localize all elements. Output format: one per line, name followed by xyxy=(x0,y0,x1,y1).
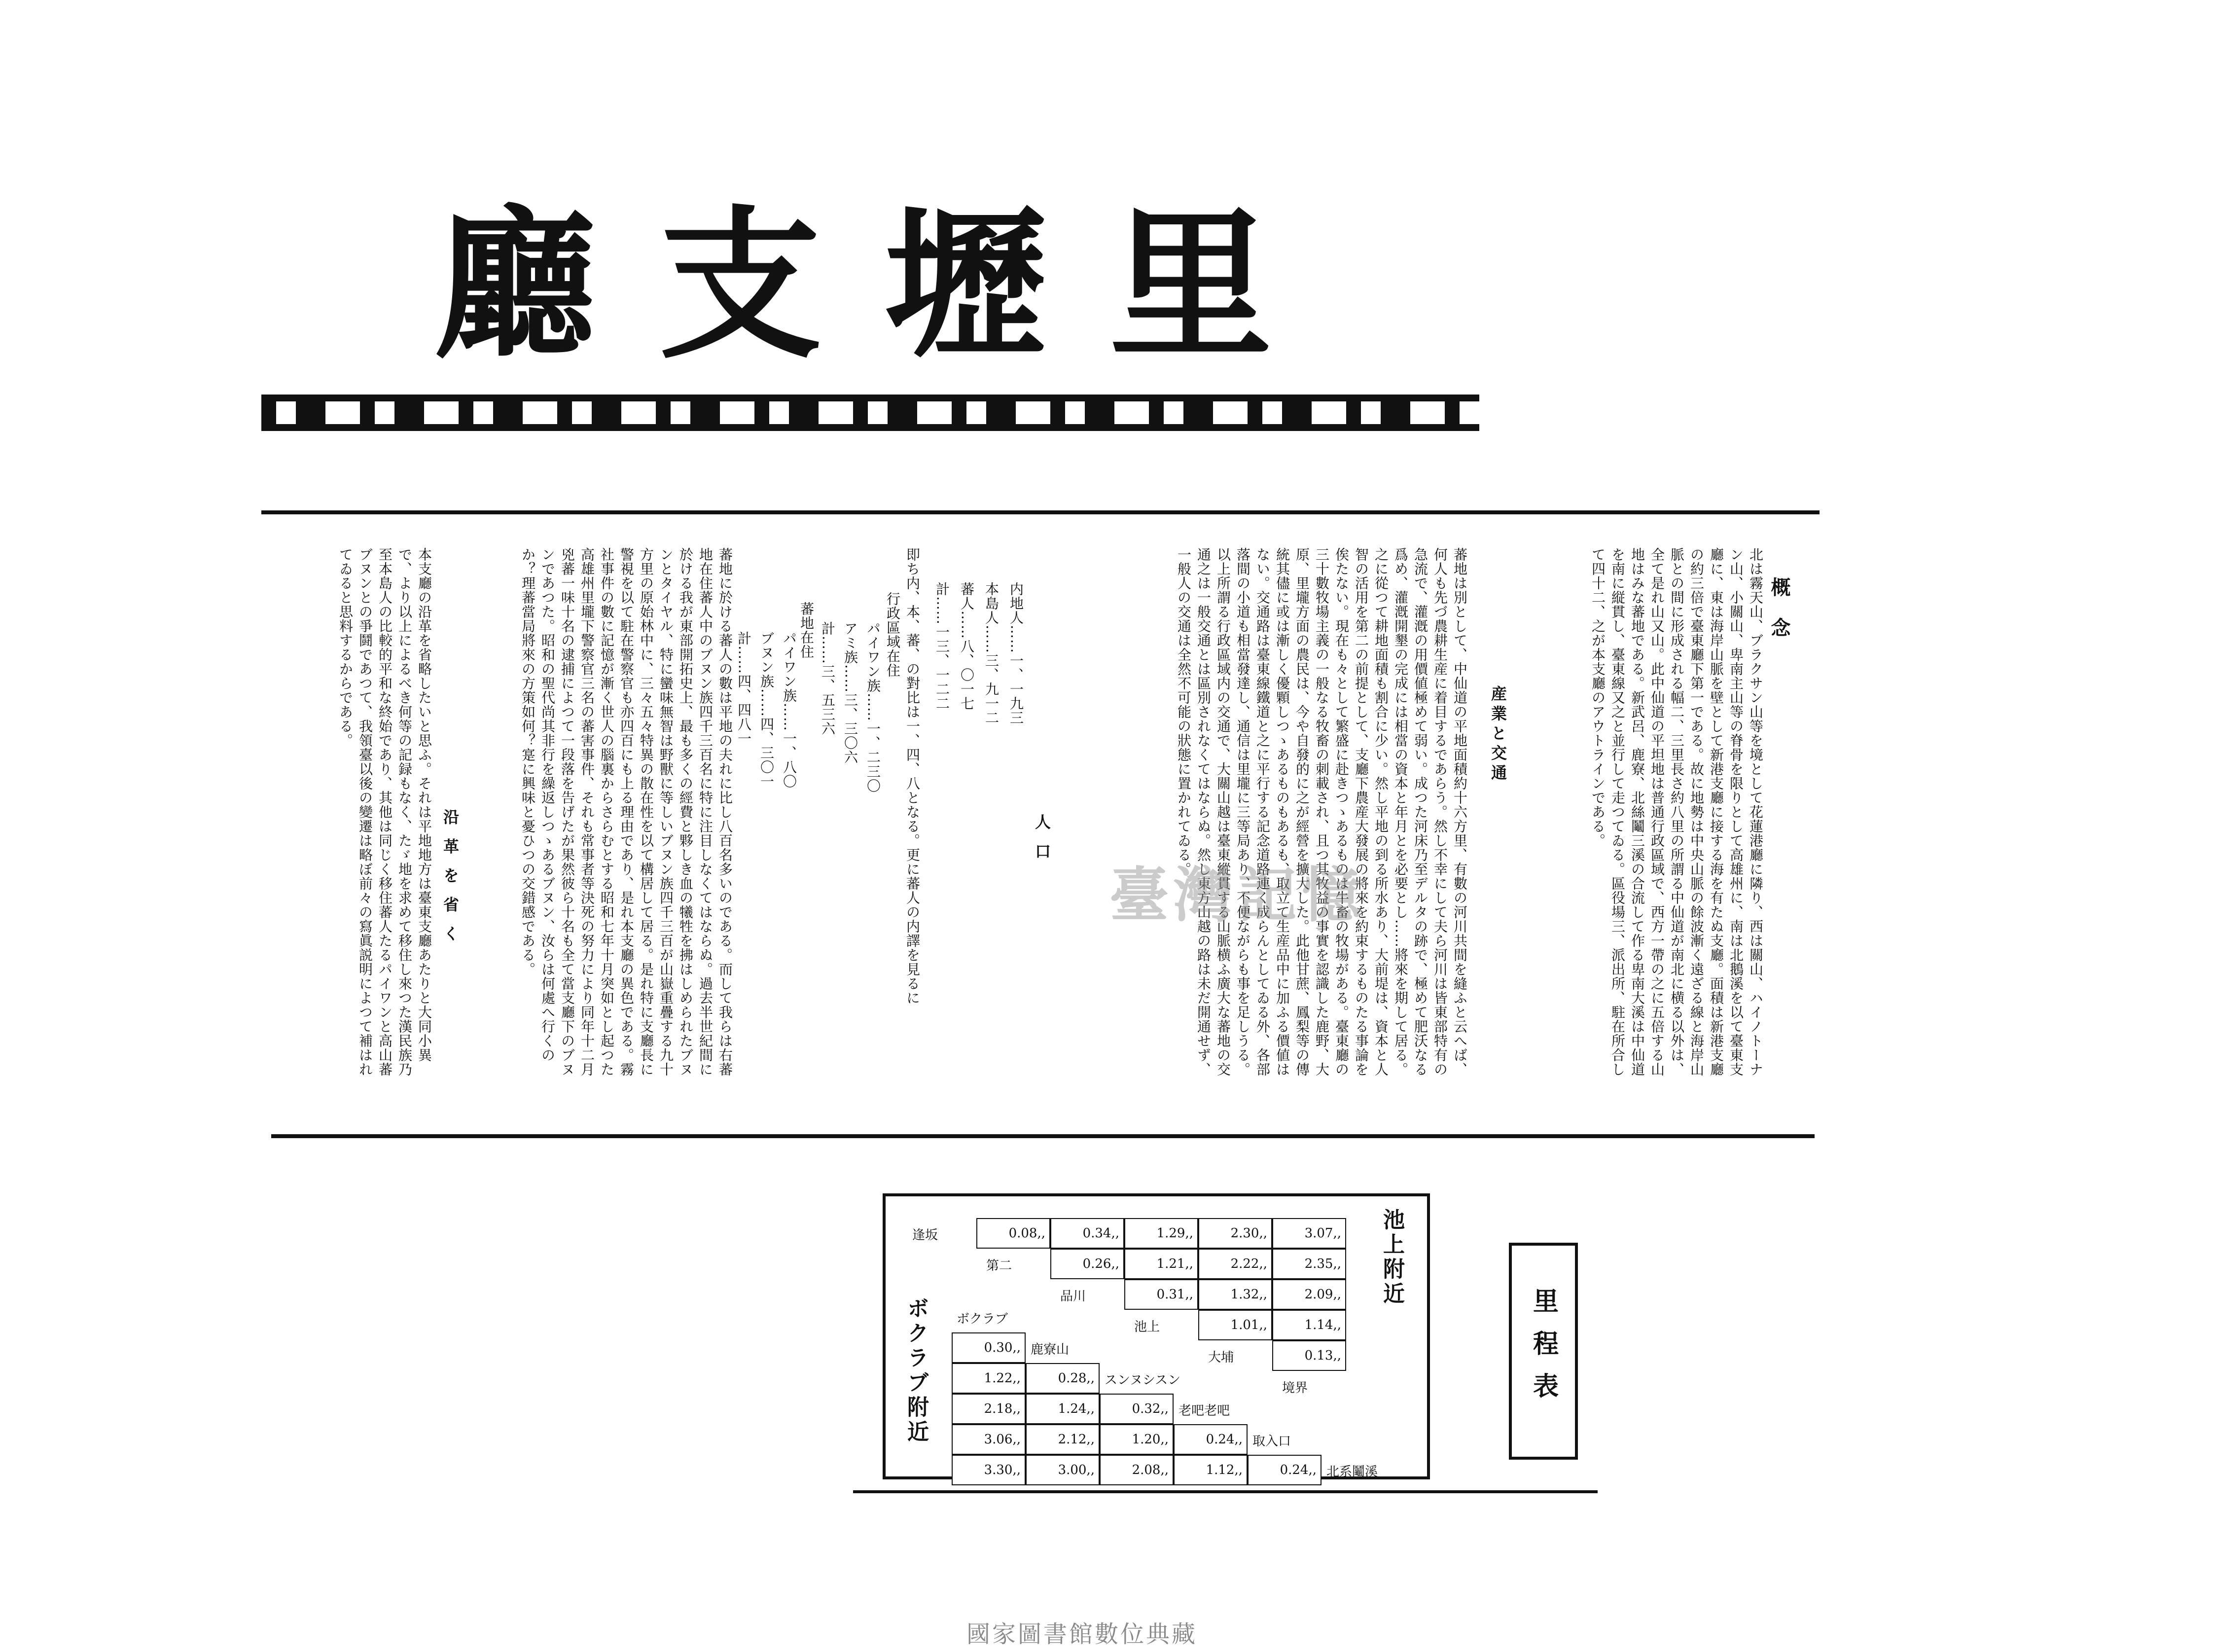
mileage-cell: 2.35,, xyxy=(1272,1249,1346,1279)
mileage-cell: 1.22,, xyxy=(952,1363,1026,1394)
mileage-label-box xyxy=(1509,1243,1578,1460)
mileage-station-label: 品川 xyxy=(1060,1289,1086,1304)
population-intro: 即ち内、本、蕃、の對比は一、四、八となる。更に蕃人の内譯を見るに xyxy=(904,547,921,1005)
section-heading-history: 沿 革 を 省 く xyxy=(441,809,460,945)
title-char-1: 廳 xyxy=(434,191,597,381)
mileage-cell: 2.30,, xyxy=(1198,1218,1272,1249)
tribe-row: パイワン族……一、八〇 xyxy=(781,631,797,789)
mileage-cell: 0.26,, xyxy=(1050,1249,1124,1279)
mileage-cell: 0.31,, xyxy=(1124,1279,1198,1310)
mileage-cell: 1.01,, xyxy=(1198,1310,1272,1340)
mileage-cell: 0.08,, xyxy=(976,1218,1050,1249)
mileage-cell: 1.29,, xyxy=(1124,1218,1198,1249)
table-bottom-rule xyxy=(853,1490,1598,1493)
tribe-row: ブヌン族……四、三〇一 xyxy=(758,631,775,789)
section-heading-population: 人 口 xyxy=(1033,814,1051,863)
title-char-3: 壢 xyxy=(884,191,1047,381)
population-table-admin xyxy=(934,582,1026,888)
mileage-cell: 2.09,, xyxy=(1272,1279,1346,1310)
mileage-cell: 1.20,, xyxy=(1100,1424,1174,1455)
article-top-rule xyxy=(261,510,1820,514)
section-body-population: 蕃地に於ける蕃人の數は平地の夫れに比し八百名多いのである。而して我らは右蕃地在住蕃人中のブヌン族四千三百名に特に注目しなくてはならぬ。過去半世紀間に於ける我が東部開拓史上、最も多くの經費と夥しき血の犧牲を拂はしめられたブヌンとタイヤル、特に蠻味無智は野獸に等しいブヌン族四千三百が山嶽重疊する九十方里の原始林中に、三々五々特異の散在性を以て構居して居る。是れ特に支廳長に警視を以て駐在警察官も亦四百にも上る理由であり、是れ本支廳の異色である。霧社事件の數に記憶が漸く世人の腦裏からさらむとする昭和七年十月突如とし起つた高雄州里壠下警察官三名の蕃害事件、それも常事者等決死の努力により同年十二月兇蕃一味十名の逮捕によつて一段落を告げたが果然彼ら十名も全て當支廳下のブヌンであつた。昭和の聖代尚其非行を繰返しつゝあるブヌン、汝らは何處へ行くのか？理蕃當局將來の方策如何？寔に興味と憂ひつの交錯感である。 xyxy=(520,547,733,1077)
tribe-label: パイワン族 xyxy=(781,631,797,703)
tribe-value: 一、二三〇 xyxy=(865,721,881,793)
mileage-cell: 0.34,, xyxy=(1050,1218,1124,1249)
population-row: 蕃人……八、〇一七 xyxy=(959,582,975,711)
mileage-cell: 0.24,, xyxy=(1174,1424,1248,1455)
tribe-row: 計……三、五三六 xyxy=(820,621,836,736)
tribe-value: 四、四八一 xyxy=(736,674,752,746)
population-label: 計 xyxy=(934,582,950,596)
mileage-cell: 1.32,, xyxy=(1198,1279,1272,1310)
mileage-cell: 2.18,, xyxy=(952,1394,1026,1424)
population-label: 蕃人 xyxy=(959,582,975,611)
mileage-cell: 2.12,, xyxy=(1026,1424,1100,1455)
admin-caption: 行政區域在住 xyxy=(885,592,901,678)
mileage-station-label: 老吧老吧 xyxy=(1178,1403,1230,1418)
footer-credit: 國家圖書館數位典藏 xyxy=(966,1620,1198,1648)
tribe-row: 計……四、四八一 xyxy=(736,631,752,746)
tribe-table-mountain xyxy=(736,631,799,927)
mileage-cell: 3.07,, xyxy=(1272,1218,1346,1249)
page-title xyxy=(434,192,1272,380)
mileage-station-label: 北系鬮溪 xyxy=(1326,1465,1378,1479)
mileage-station-label: 鹿寮山 xyxy=(1031,1342,1070,1357)
tribe-label: パイワン族 xyxy=(865,621,881,693)
article-bottom-rule xyxy=(271,1134,1815,1138)
mileage-cell: 1.12,, xyxy=(1174,1455,1248,1485)
population-value: 一三、一二二 xyxy=(934,625,950,711)
mileage-cell: 0.13,, xyxy=(1272,1340,1346,1371)
tribe-label: 計 xyxy=(736,631,752,646)
section-body-overview: 北は霧天山、ブラクサン山等を境として花蓮港廳に隣り、西は關山、ハイノトーナン山、小關山、卑南主山等の脊骨を限りとして高雄州に、南は北鵝溪を以て臺東支廳に、東は海岸山脈を壁として新港支廳に接する海を有たぬ支廳。面積は新港支廳の約三倍で臺東廳下第一である。故に地勢は中央山脈の餘波漸く遠ざる線と海岸山脈との間に形成される幅二、三里長さ約八里の所謂る中仙道が南北に横る以外は、全て是れ山又山。此中仙道の平坦地は普通行政區域で、西方一帶の之に五倍する山地はみな蕃地である。新武呂、鹿寮、北絲鬮三溪の合流して作る卑南大溪は中仙道を南に縦貫し、臺東線又之と並行して走つてゐる。區役場三、派出所、駐在所合して四十二、之が本支廳のアウトラインである。 xyxy=(1590,547,1764,1077)
mileage-cell: 0.28,, xyxy=(1026,1363,1100,1394)
tribe-row: パイワン族……一、二三〇 xyxy=(865,621,881,793)
mileage-cell: 2.08,, xyxy=(1100,1455,1174,1485)
section-heading-industry: 産業と交通 xyxy=(1489,685,1507,784)
watermark: 臺灣記憶 xyxy=(1109,862,1366,930)
tribe-label: ブヌン族 xyxy=(758,631,775,688)
mileage-cell: 3.30,, xyxy=(952,1455,1026,1485)
tribe-table-admin xyxy=(819,621,883,917)
mileage-cell: 0.24,, xyxy=(1248,1455,1321,1485)
mileage-cell: 0.32,, xyxy=(1100,1394,1174,1424)
section-body-industry: 蕃地は別として、中仙道の平地面積約十六方里、有數の河川共間を縫ふと云へば、何人も先づ農耕生産に着目するであらう。然し不幸にして夫ら河川は皆東部特有の急流で、灌漑の用價値極めて弱い。成つた河床乃至デルタの跡で、極めて肥沃なる爲め、灌漑開墾の完成には相當の資本と年月とを必要とし……將來を期して居る。之に從つて耕地面積も割合に少い。然し平地の到る所水あり、大前堤は、資本と人智の活用を第二の前提として、支廳下農産大發展の將來を約束するものたる事論を俟たない。現在も々として繁盛に赴きつゝあるものは牛畜の牧場がある。臺東廳の三十數牧場主義の一般なる牧畜の刺載され、且つ其牧益の事實を認識した鹿野、大原、里壠方面の農民は、今や自發的に之が經營を擴大した。此他甘蔗、鳳梨等の傳統其儘に或は漸しく優顆しつゝあるものもあるも、取立て生産品中に加ふる價値はない。交通路は臺東線鐵道と之に平行する記念道路連く成らんとしてゐる外、各部落間の小道も相當發達し、通信は里壠に三等局あり、不便ながらも事を足しうる。以上所謂る行政區域内の交通で、大關山越は臺東縱貫する山脈横ふ廣大な蕃地の交通之は一般交通とは區別されなくてはならぬ。然し東方山越の路は未だ開通せず、一般人の交通は全然不可能の狀態に置かれてゐる。 xyxy=(1176,547,1468,1077)
section-body-history: 本支廳の沿革を省略したいと思ふ。それは平地地方は臺東支廳あたりと大同小異で、より以上によるべき何等の記録もなく、たゞ地を求めて移住し來つた漢民族乃至本島人の比較的平和な終始であり、其他は同じく移住蕃人たるパイワンと高山蕃ブヌンとの爭鬪であつて、我領臺以後の變遷は略ぼ前々の寫眞説明によつて補はれてゐると思料するからである。 xyxy=(337,547,432,1077)
title-char-4: 里 xyxy=(1109,191,1272,381)
mileage-cell: 3.06,, xyxy=(952,1424,1026,1455)
mileage-cell: 2.22,, xyxy=(1198,1249,1272,1279)
population-value: 三、九一二 xyxy=(983,653,1000,725)
population-value: 八、〇一七 xyxy=(959,639,975,711)
tribe-value: 四、三〇一 xyxy=(758,717,775,789)
population-row: 内地人……一、一九三 xyxy=(1008,582,1024,725)
mileage-cell: 1.24,, xyxy=(1026,1394,1100,1424)
mileage-station-label: 取入口 xyxy=(1252,1434,1291,1449)
tribe-value: 三、三〇六 xyxy=(842,693,858,764)
mountain-caption: 蕃地在住 xyxy=(798,602,815,659)
tribe-label: 計 xyxy=(820,621,836,636)
population-row: 本島人……三、九一二 xyxy=(983,582,1000,725)
mileage-cell: 3.00,, xyxy=(1026,1455,1100,1485)
mileage-title-bokurabu: ボクラブ附近 xyxy=(903,1297,928,1445)
mileage-station-label: 境界 xyxy=(1282,1381,1308,1396)
mileage-station-label: 池上 xyxy=(1134,1320,1160,1334)
mileage-cell: 0.30,, xyxy=(952,1332,1026,1363)
tribe-value: 一、八〇 xyxy=(781,731,797,789)
mileage-station-label: スンヌシスン xyxy=(1105,1373,1181,1388)
population-label: 内地人 xyxy=(1008,582,1024,625)
population-label: 本島人 xyxy=(983,582,1000,625)
tribe-label: アミ族 xyxy=(842,621,858,664)
mileage-station-label: 大埔 xyxy=(1208,1350,1234,1365)
section-heading-overview: 概 念 xyxy=(1768,577,1790,644)
decorative-border xyxy=(261,395,1479,431)
tribe-row: アミ族……三、三〇六 xyxy=(842,621,858,764)
mileage-station-label: ボクラブ xyxy=(957,1312,1008,1327)
mileage-title-ikegami: 池上附近 xyxy=(1379,1208,1404,1307)
population-value: 一、一九三 xyxy=(1008,653,1024,725)
mileage-label: 里程表 xyxy=(1528,1288,1558,1415)
title-char-2: 支 xyxy=(659,191,822,381)
mileage-cell: 1.14,, xyxy=(1272,1310,1346,1340)
mileage-station-label: 逢坂 xyxy=(912,1228,938,1243)
population-row: 計……一三、一二二 xyxy=(934,582,950,711)
tribe-value: 三、五三六 xyxy=(820,664,836,736)
mileage-station-label: 第二 xyxy=(986,1258,1012,1273)
mileage-cell: 1.21,, xyxy=(1124,1249,1198,1279)
